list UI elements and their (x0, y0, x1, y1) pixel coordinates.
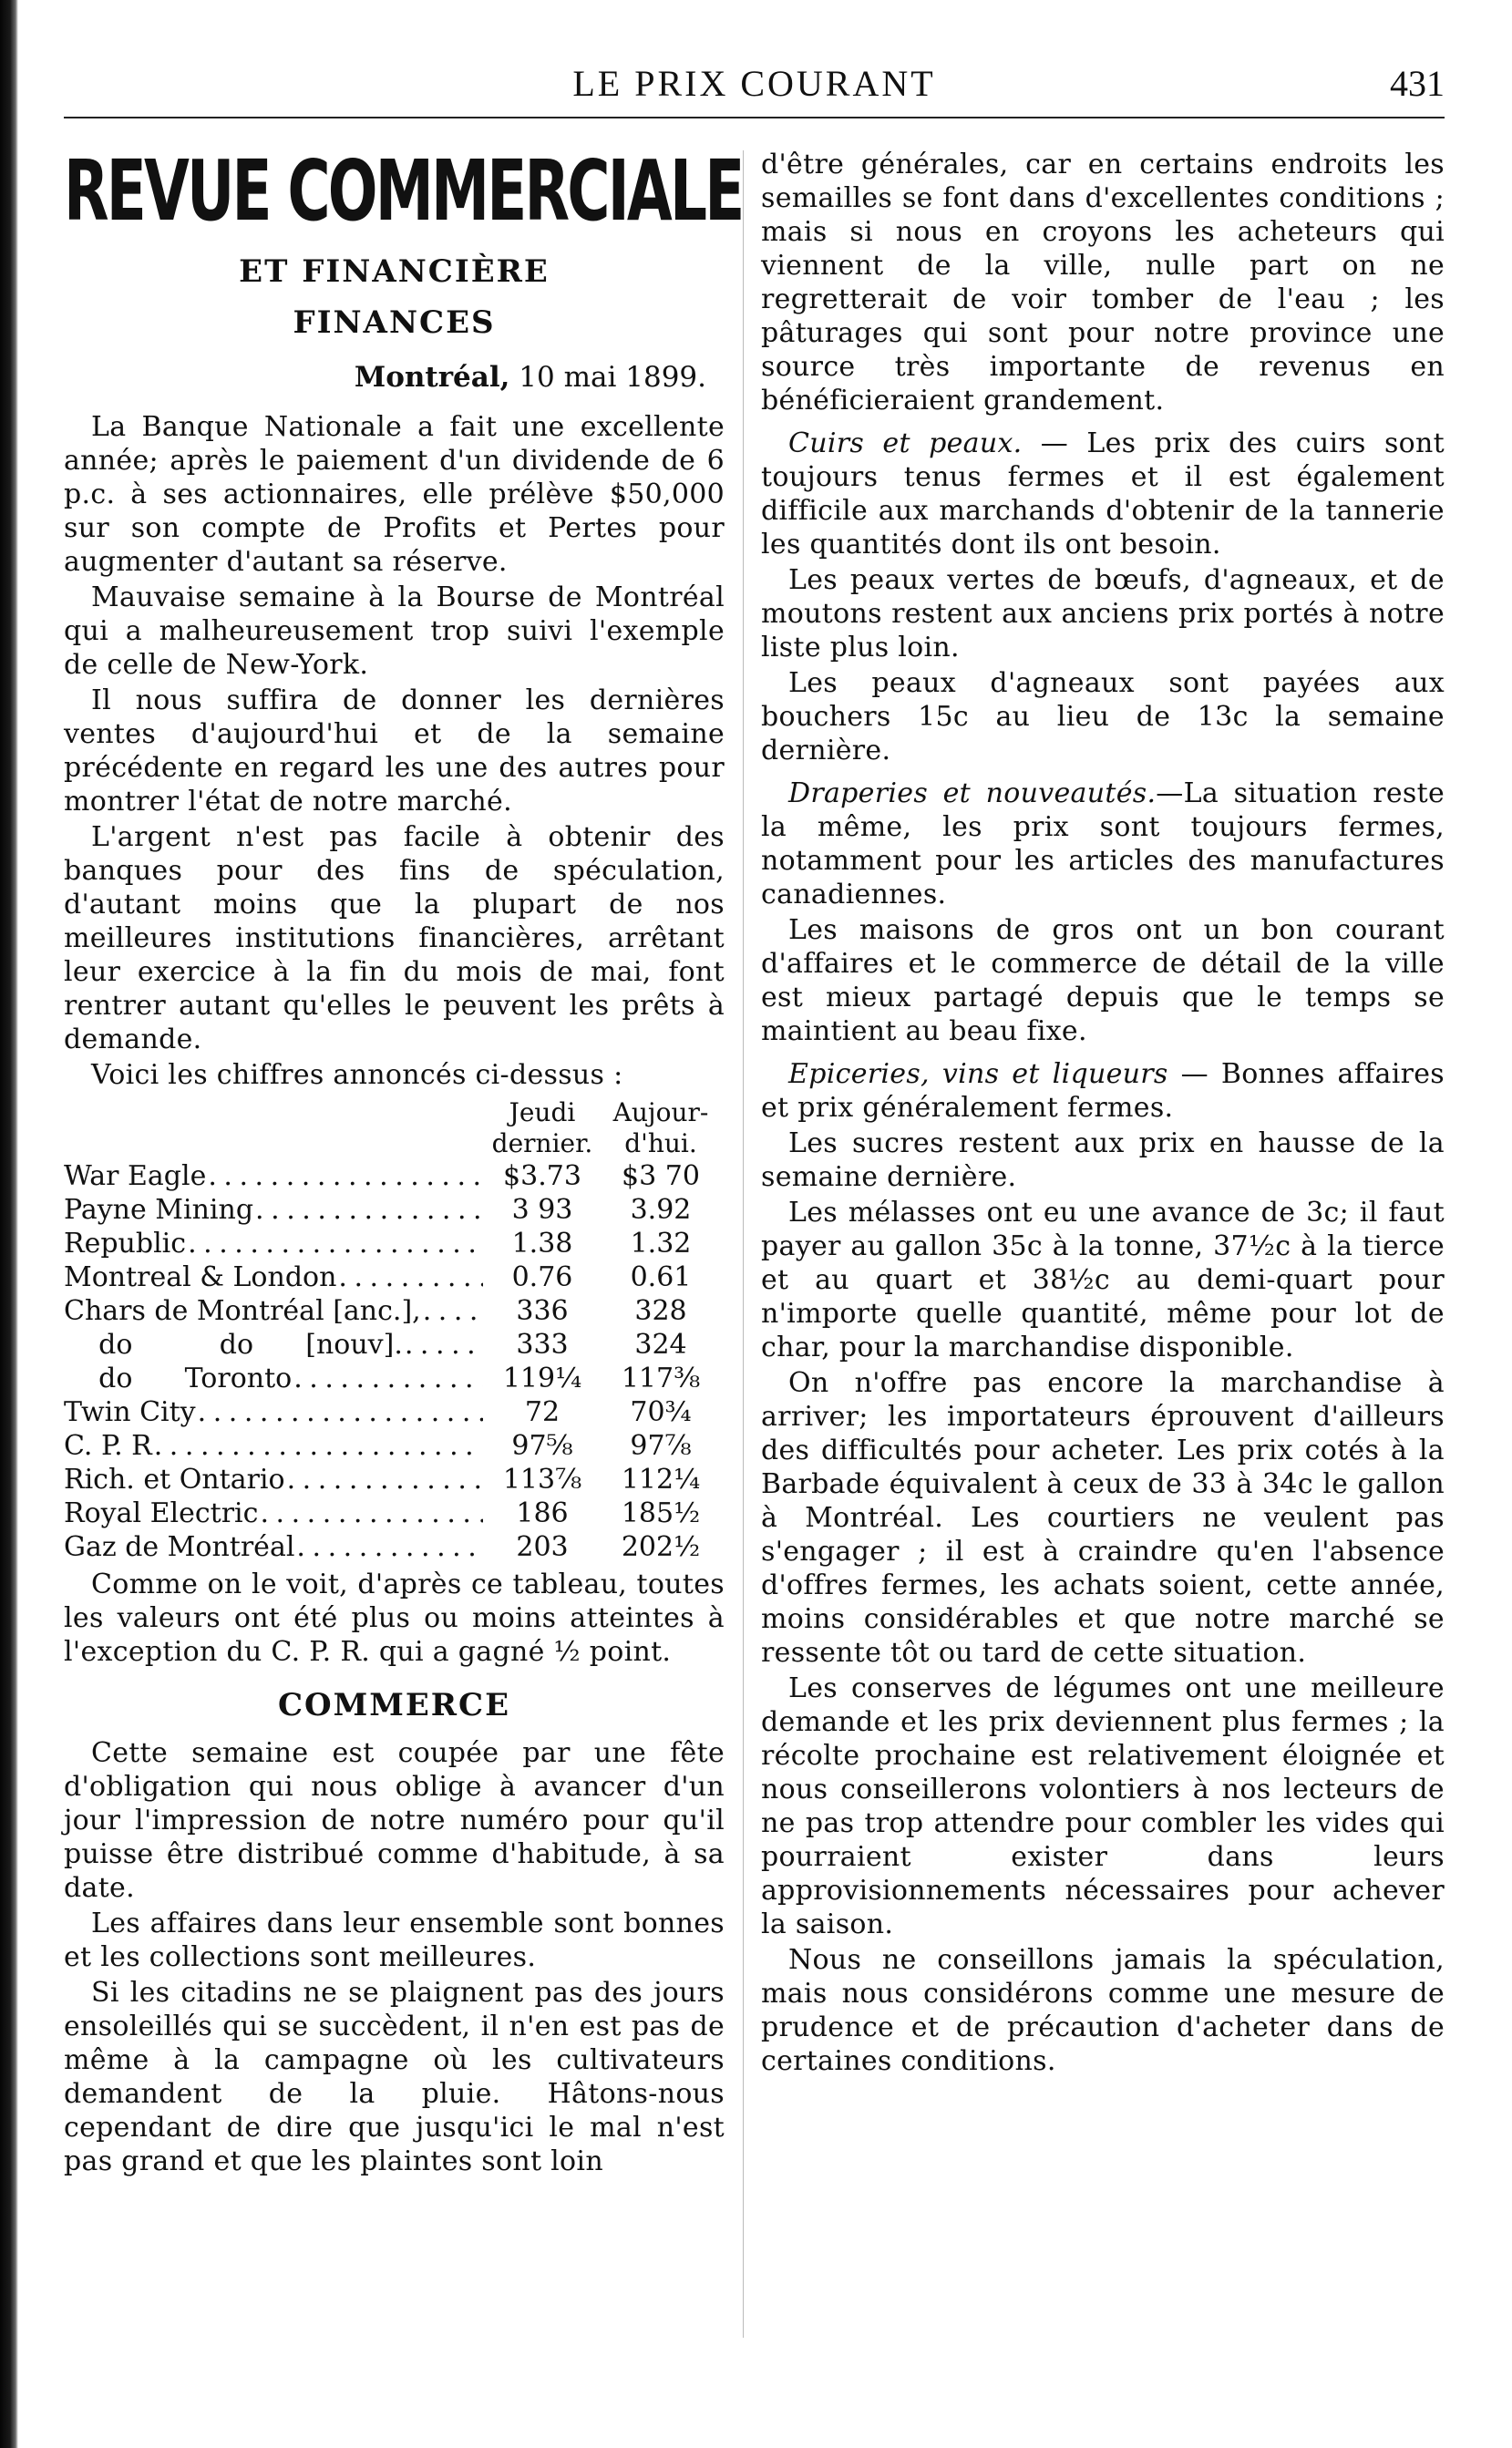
security-label: Payne Mining (64, 1194, 254, 1226)
market-paragraph (761, 1126, 1445, 1194)
finance-paragraph: La Banque Nationale a fait une excellente année; après le paiement d'un dividende de 6 p.c. à ses actionnaires, elle prélève $50,000 sur son compte de Profits et Pertes pour augmenter d'autant sa réserve. (64, 411, 725, 578)
leader-dots (423, 1294, 483, 1328)
section-heading-finances: FINANCES (293, 304, 496, 341)
running-head (64, 55, 1445, 118)
security-label: Montreal & London (64, 1261, 337, 1293)
leader-dots (198, 1395, 483, 1429)
page-number: 431 (1390, 63, 1445, 104)
left-column (64, 142, 743, 2178)
finance-paragraph: Il nous suffira de donner les dernières ventes d'aujourd'hui et de la semaine précédente en regard les une des autres pour montrer l'état de notre marché. (64, 684, 725, 818)
commerce-paragraph: Si les citadins ne se plaignent pas des jours ensoleillés qui se succèdent, il n'en est pas de même à la campagne où les cultivateurs demandent de la pluie. Hâtons-nous cependant de dire que jusqu'ici le mal n'est pas grand et que les plaintes sont loin (64, 1977, 725, 2177)
security-name (64, 1328, 483, 1362)
finance-paragraph: L'argent n'est pas facile à obtenir des banques pour des fins de spéculation, d'autant moins que la plupart de nos meilleures institutions financières, arrêtant leur exercice à la fin du mois de mai, font rentrer autant qu'elles le peuvent les prêts à demande. (64, 821, 725, 1055)
market-category-lead: Draperies et nouveautés. (788, 777, 1157, 809)
price-previous: $3.73 (503, 1160, 581, 1192)
market-paragraph-text: — Bonnes affaires et prix généralement fermes. (761, 1058, 1445, 1124)
commerce-paragraph: Cette semaine est coupée par une fête d'obligation qui nous oblige à avancer d'un jour l'impression de notre numéro pour qu'il puisse être distribué comme d'habitude, à sa date. (64, 1737, 725, 1904)
price-today: 3.92 (630, 1194, 692, 1226)
market-paragraph (761, 148, 1445, 417)
price-previous: 3 93 (511, 1194, 573, 1226)
market-paragraph (761, 666, 1445, 767)
leader-dots (188, 1227, 483, 1260)
leader-dots (255, 1193, 483, 1227)
market-paragraph (761, 427, 1445, 561)
security-label: Gaz de Montréal (64, 1531, 295, 1563)
market-paragraph (761, 1671, 1445, 1941)
market-paragraph-text: Les maisons de gros ont un bon courant d'affaires et le commerce de détail de la ville est mieux partagé depuis que le temps se maintient au beau fixe. (761, 914, 1445, 1047)
price-previous: 97⅝ (511, 1430, 573, 1462)
security-name (64, 1395, 483, 1429)
security-name (64, 1159, 483, 1193)
security-name (64, 1227, 483, 1260)
market-paragraph-text: — Les prix des cuirs sont toujours tenus fermes et il est également difficile aux marchands d'obtenir de la tannerie les quantités dont ils ont besoin. (761, 427, 1445, 561)
market-paragraph-text: Les conserves de légumes ont une meilleure demande et les prix deviennent plus fermes ; la récolte prochaine est relativement éloignée et nous conseillerons volontiers à nos lecteurs de ne pas trop attendre pour combler les vides qui pourraient exister dans leurs approvisionnements nécessaires pour achever la saison. (761, 1672, 1445, 1940)
table-row (64, 1497, 725, 1530)
market-paragraph-text: —La situation reste la même, les prix sont toujours fermes, notamment pour les articles des manufactures canadiennes. (761, 777, 1445, 910)
table-row (64, 1227, 725, 1260)
price-today: 324 (634, 1329, 687, 1361)
market-category-lead: Cuirs et peaux. (788, 427, 1023, 459)
masthead: REVUE COMMERCIALE (64, 142, 743, 240)
price-today: 185½ (621, 1497, 701, 1529)
paragraph-after-table: Comme on le voit, d'après ce tableau, toutes les valeurs ont été plus ou moins atteintes à l'exception du C. P. R. qui a gagné ½ point. (64, 1569, 725, 1668)
header-today: Aujour- d'hui. (612, 1097, 709, 1158)
table-row (64, 1159, 725, 1193)
price-today: 328 (634, 1295, 687, 1327)
security-label: do do [nouv]. (64, 1329, 403, 1361)
price-today: 1.32 (630, 1228, 692, 1260)
leader-dots (260, 1497, 483, 1530)
market-paragraph (761, 1196, 1445, 1364)
column-divider (743, 150, 744, 2338)
dateline (64, 361, 725, 394)
table-row (64, 1193, 725, 1227)
stock-table (64, 1159, 725, 1564)
market-paragraph (761, 1057, 1445, 1125)
masthead-subtitle: ET FINANCIÈRE (239, 253, 550, 290)
security-label: Royal Electric (64, 1497, 259, 1529)
price-previous: 186 (516, 1497, 569, 1529)
security-label: Chars de Montréal [anc.], (64, 1295, 421, 1327)
table-row (64, 1395, 725, 1429)
header-rule (64, 117, 1445, 118)
security-label: do Toronto (64, 1363, 293, 1394)
price-today: 117⅜ (621, 1363, 701, 1394)
header-previous: Jeudi dernier. (491, 1097, 593, 1158)
market-paragraph (761, 1366, 1445, 1670)
table-row (64, 1463, 725, 1497)
price-today: 0.61 (630, 1261, 692, 1293)
table-row (64, 1328, 725, 1362)
commerce-paragraph: Les affaires dans leur ensemble sont bonnes et les collections sont meilleures. (64, 1908, 725, 1973)
security-name (64, 1294, 483, 1328)
price-previous: 0.76 (511, 1261, 573, 1293)
price-today: 70¾ (630, 1396, 692, 1428)
dateline-place: Montréal, (354, 361, 510, 394)
table-row (64, 1429, 725, 1463)
section-heading-commerce: COMMERCE (277, 1687, 511, 1723)
leader-dots (296, 1530, 483, 1564)
security-name (64, 1497, 483, 1530)
finance-paragraph: Voici les chiffres annoncés ci-dessus : (91, 1059, 623, 1091)
security-name (64, 1429, 483, 1463)
market-paragraph-text: Les mélasses ont eu une avance de 3c; il faut payer au gallon 35c à la tonne, 37½c à la tierce et au quart et 38½c au demi-quart pour n'importe quelle quantité, même pour lot de char, pour la marchandise disponible. (761, 1197, 1445, 1363)
security-name (64, 1362, 483, 1395)
price-today: 112¼ (621, 1464, 701, 1496)
price-today: 97⅞ (630, 1430, 692, 1462)
security-label: War Eagle (64, 1160, 207, 1192)
price-today: $3 70 (622, 1160, 700, 1192)
market-paragraph (761, 1943, 1445, 2078)
market-paragraph-text: Les peaux d'agneaux sont payées aux bouchers 15c au lieu de 13c la semaine dernière. (761, 667, 1445, 766)
leader-dots (154, 1429, 483, 1463)
market-paragraph-text: d'être générales, car en certains endroits les semailles se font dans d'excellentes conditions ; mais si nous en croyons les acheteurs qui viennent de la ville, nulle part on ne regretterait de voir tomber de l'eau ; les pâturages qui sont pour notre province une source très importante de revenus en bénéficieraient grandement. (761, 149, 1445, 417)
leader-dots (287, 1463, 483, 1497)
market-paragraph-text: Les peaux vertes de bœufs, d'agneaux, et de moutons restent aux anciens prix portés à notre liste plus loin. (761, 564, 1445, 663)
table-row (64, 1294, 725, 1328)
security-name (64, 1530, 483, 1564)
market-category-lead: Epiceries, vins et liqueurs (788, 1058, 1168, 1090)
table-row (64, 1362, 725, 1395)
market-paragraph-text: On n'offre pas encore la marchandise à arriver; les importateurs éprouvent d'ailleurs des difficultés pour acheter. Les prix cotés à la Barbade équivalent à ceux de 33 à 34c le gallon à Montréal. Les courtiers ne veulent pas s'engager ; il est à craindre qu'en l'absence d'offres fermes, les achats soient, cette année, moins considérables et que notre marché se ressente tôt ou tard de cette situation. (761, 1367, 1445, 1669)
security-label: Republic (64, 1228, 187, 1260)
security-label: Rich. et Ontario (64, 1464, 285, 1496)
market-paragraph (761, 563, 1445, 664)
leader-dots (208, 1159, 483, 1193)
price-previous: 72 (524, 1396, 561, 1428)
price-previous: 1.38 (511, 1228, 573, 1260)
security-name (64, 1193, 483, 1227)
price-previous: 113⅞ (502, 1464, 582, 1496)
dateline-date: 10 mai 1899. (519, 361, 706, 394)
price-previous: 336 (516, 1295, 569, 1327)
scan-page-edge (0, 0, 18, 2448)
leader-dots (293, 1362, 483, 1395)
table-row (64, 1260, 725, 1294)
finance-paragraph: Mauvaise semaine à la Bourse de Montréal qui a malheureusement trop suivi l'exemple de celle de New-York. (64, 581, 725, 681)
leader-dots (338, 1260, 483, 1294)
security-name (64, 1463, 483, 1497)
market-paragraph (761, 913, 1445, 1048)
price-previous: 203 (516, 1531, 569, 1563)
table-row (64, 1530, 725, 1564)
market-paragraph (761, 777, 1445, 911)
journal-title: LE PRIX COURANT (572, 63, 936, 104)
security-label: C. P. R (64, 1430, 152, 1462)
stock-table-header (64, 1097, 725, 1159)
security-label: Twin City (64, 1396, 196, 1428)
leader-dots (405, 1328, 483, 1362)
market-paragraph-text: Les sucres restent aux prix en hausse de la semaine dernière. (761, 1127, 1445, 1193)
market-paragraph-text: Nous ne conseillons jamais la spéculation, mais nous considérons comme une mesure de prudence et de précaution d'acheter dans de certaines conditions. (761, 1944, 1445, 2077)
security-name (64, 1260, 483, 1294)
right-column (761, 146, 1445, 2078)
price-today: 202½ (621, 1531, 701, 1563)
price-previous: 119¼ (502, 1363, 582, 1394)
price-previous: 333 (516, 1329, 569, 1361)
